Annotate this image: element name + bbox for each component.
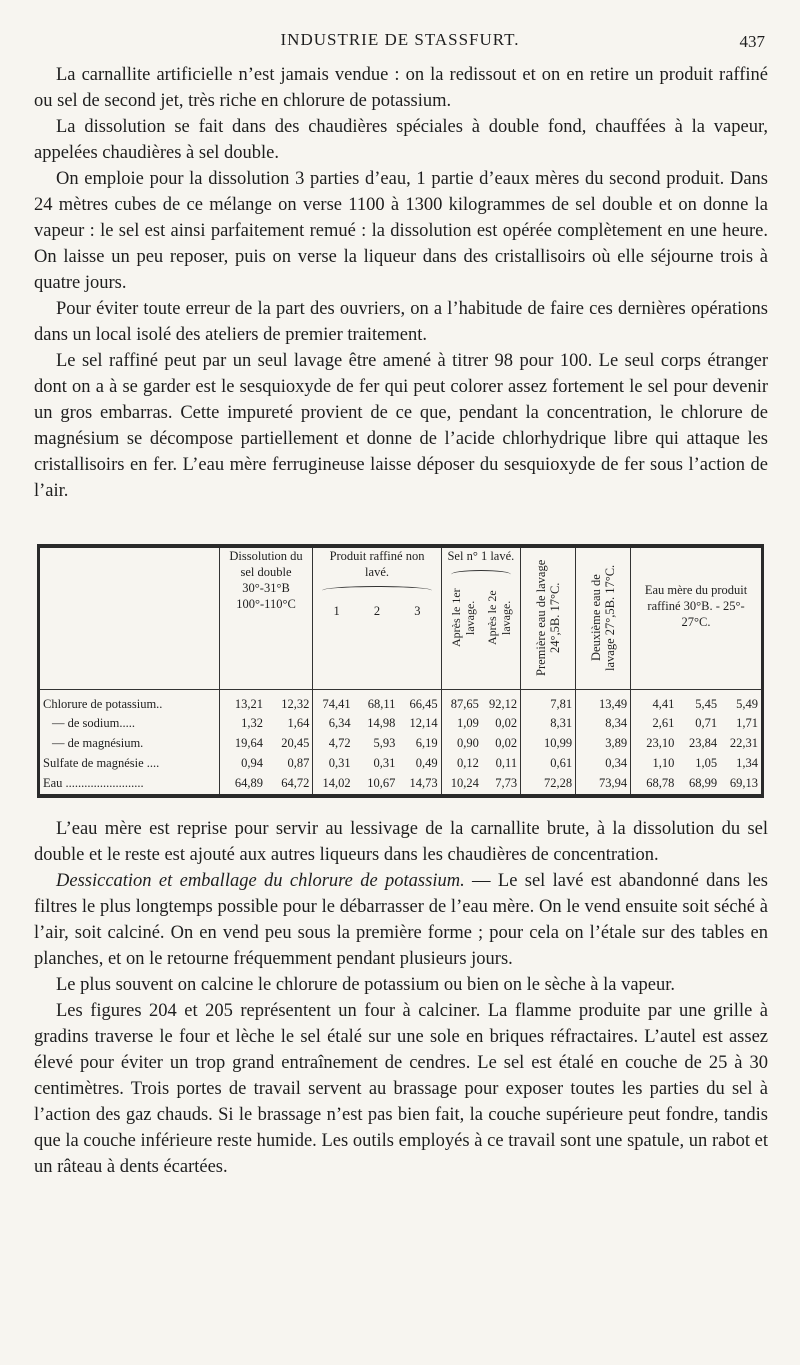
row-label: Chlorure de potassium.. bbox=[43, 696, 163, 711]
row-label: Eau ......................... bbox=[43, 776, 144, 791]
table-cell: 0,49 bbox=[415, 756, 438, 771]
table-cell: 68,78 bbox=[631, 774, 678, 794]
row-label: Sulfate de magnésie .... bbox=[43, 756, 160, 771]
table-cell: 4,72 bbox=[313, 733, 354, 753]
subheader-apres-1: Après le 1er lavage. bbox=[448, 588, 477, 648]
table-cell: 14,98 bbox=[367, 715, 396, 730]
section-heading: Dessiccation et emballage du chlorure de potassium. bbox=[56, 871, 465, 891]
subheader-apres-2: Après le 2e lavage. bbox=[484, 590, 513, 646]
table-cell: 3,89 bbox=[576, 733, 631, 753]
row-label-header bbox=[40, 548, 219, 688]
subheader-3: 3 bbox=[414, 604, 421, 618]
table-cell: 74,41 bbox=[313, 689, 354, 713]
table-cell: 0,31 bbox=[313, 754, 354, 774]
header-dissolution: Dissolution du sel double 30°-31°B 100°-110°C bbox=[219, 548, 313, 688]
table-body bbox=[40, 689, 761, 794]
table-cell: 23,84 bbox=[689, 735, 718, 750]
table-cell: 87,65 bbox=[441, 689, 482, 713]
header-produit-raffine bbox=[313, 548, 441, 688]
table-row bbox=[40, 689, 761, 713]
table-row bbox=[40, 733, 761, 753]
table-cell: 1,32 bbox=[219, 713, 266, 733]
table-cell: 68,11 bbox=[367, 696, 396, 711]
body-text-top bbox=[34, 62, 768, 504]
composition-table bbox=[37, 544, 764, 798]
header-premiere-eau bbox=[521, 548, 576, 688]
paragraph: On emploie pour la dissolution 3 parties d’eau, 1 partie d’eaux mères du second produit. Dans 24 mètres cubes de ce mélange on verse 1100 à 1300 kilogrammes de sel double et on donne la vapeur : le sel est ainsi parfaitement remué : la dissolution est opérée complètement en une heure. On laisse un peu reposer, puis on verse la liqueur dans des cristallisoirs où elle séjourne trois à quatre jours. bbox=[34, 169, 768, 293]
table-cell: 12,14 bbox=[409, 715, 438, 730]
header-premiere-eau-label: Première eau de lavage 24°,5B. 17°C. bbox=[534, 559, 563, 677]
running-title: INDUSTRIE DE STASSFURT. bbox=[280, 30, 520, 49]
table-cell: 8,34 bbox=[576, 713, 631, 733]
table-cell: 13,49 bbox=[576, 689, 631, 713]
running-head bbox=[35, 30, 765, 54]
page-number: 437 bbox=[739, 32, 765, 51]
table-cell: 19,64 bbox=[219, 733, 266, 753]
table-cell: 12,32 bbox=[281, 696, 310, 711]
table-cell: 5,93 bbox=[373, 735, 396, 750]
header-deuxieme-eau bbox=[576, 548, 631, 688]
table-cell: 1,05 bbox=[695, 756, 718, 771]
brace-divider bbox=[451, 570, 511, 579]
header-produit-label: Produit raffiné non lavé. bbox=[329, 549, 425, 579]
table-row bbox=[40, 774, 761, 794]
table-cell: 1,34 bbox=[736, 756, 758, 771]
table-cell: 0,02 bbox=[495, 715, 518, 730]
table-row bbox=[40, 713, 761, 733]
table-cell: 92,12 bbox=[488, 696, 518, 711]
table-cell: 0,90 bbox=[441, 733, 482, 753]
body-text-bottom bbox=[34, 816, 768, 1180]
table-cell: 14,73 bbox=[409, 776, 438, 791]
table-cell: 10,24 bbox=[441, 774, 482, 794]
brace-divider bbox=[322, 586, 431, 595]
paragraph-dessiccation: Dessiccation et emballage du chlorure de potassium. — Le sel lavé est abandonné dans les filtres le plus longtemps possible pour le débarrasser de l’eau mère. On le vend ensuite soit séché à l’air, soit calciné. On en vend peu sous la première forme ; pour cela on l’étale sur des tables en planches, et on le retourne fréquemment pendant plusieurs jours. bbox=[34, 871, 768, 969]
header-sel-label: Sel n° 1 lavé. bbox=[447, 549, 515, 563]
header-eau-mere: Eau mère du produit raffiné 30°B. - 25°- 27°C. bbox=[631, 548, 761, 688]
table-cell: 0,87 bbox=[287, 756, 310, 771]
table-cell: 6,19 bbox=[415, 735, 438, 750]
table-cell: 7,73 bbox=[495, 776, 518, 791]
table-cell: 64,89 bbox=[219, 774, 266, 794]
subheader-1: 1 bbox=[333, 604, 340, 618]
table-row bbox=[40, 754, 761, 774]
table-cell: 0,11 bbox=[495, 756, 518, 771]
table-cell: 0,34 bbox=[576, 754, 631, 774]
paragraph: La carnallite artificielle n’est jamais vendue : on la redissout et on en retire un produit raffiné ou sel de second jet, très riche en chlorure de potassium. bbox=[34, 65, 768, 111]
table-cell: 14,02 bbox=[313, 774, 354, 794]
table-cell: 1,09 bbox=[441, 713, 482, 733]
table-cell: 68,99 bbox=[689, 776, 718, 791]
table-cell: 5,49 bbox=[736, 696, 758, 711]
row-label: — de magnésium. bbox=[52, 735, 144, 750]
table-cell: 0,12 bbox=[441, 754, 482, 774]
table-cell: 0,02 bbox=[495, 735, 518, 750]
table-cell: 66,45 bbox=[409, 696, 438, 711]
paragraph: Le sel raffiné peut par un seul lavage être amené à titrer 98 pour 100. Le seul corps étranger dont on a à se garder est le sesquioxyde de fer qui peut colorer assez fortement le sel pour devenir un gros embarras. Cette impureté provient de ce que, pendant la concentration, le chlorure de magnésium se décompose partiellement et donne de l’acide chlorhydrique libre qui attaque les cristallisoirs en fer. L’eau mère ferrugineuse laisse déposer du sesquioxyde de fer sous l’action de l’air. bbox=[34, 351, 768, 501]
table-cell: 0,71 bbox=[695, 715, 718, 730]
paragraph: Le plus souvent on calcine le chlorure de potassium ou bien on le sèche à la vapeur. bbox=[56, 975, 676, 995]
table-cell: 0,31 bbox=[373, 756, 396, 771]
table-cell: 1,10 bbox=[631, 754, 678, 774]
table-cell: 5,45 bbox=[695, 696, 718, 711]
table-cell: 73,94 bbox=[576, 774, 631, 794]
paragraph: Les figures 204 et 205 représentent un four à calciner. La flamme produite par une grille à gradins traverse le four et lèche le sel étalé sur une sole en briques réfractaires. L’autel est assez élevé pour éviter un trop grand entraînement de cendres. Le sel est étalé en couche de 25 à 30 centimètres. Trois portes de travail servent au brassage pour exposer toutes les parties du sel à l’action des gaz chauds. Si le brassage n’est pas bien fait, la couche supérieure peut fondre, tandis que la couche inférieure reste humide. Les outils employés à ce travail sont une spatule, un rabot et un râteau à dents écartées. bbox=[34, 1001, 768, 1177]
table-cell: 2,61 bbox=[631, 713, 678, 733]
table-cell: 69,13 bbox=[729, 776, 758, 791]
table-cell: 10,67 bbox=[367, 776, 396, 791]
table-cell: 20,45 bbox=[281, 735, 310, 750]
header-sel-lave bbox=[441, 548, 520, 688]
table-cell: 8,31 bbox=[521, 713, 576, 733]
table-cell: 4,41 bbox=[631, 689, 678, 713]
table-cell: 10,99 bbox=[521, 733, 576, 753]
table-cell: 23,10 bbox=[631, 733, 678, 753]
header-deuxieme-eau-label: Deuxième eau de lavage 27°,5B. 17°C. bbox=[589, 564, 618, 672]
paragraph: L’eau mère est reprise pour servir au lessivage de la carnallite brute, à la dissolution du sel double et le reste est ajouté aux autres liqueurs dans les chaudières de concentration. bbox=[34, 819, 768, 865]
table-cell: 0,94 bbox=[219, 754, 266, 774]
table-cell: 0,61 bbox=[521, 754, 576, 774]
table-cell: 64,72 bbox=[281, 776, 310, 791]
table-cell: 1,64 bbox=[287, 715, 310, 730]
table-cell: 13,21 bbox=[219, 689, 266, 713]
subheader-2: 2 bbox=[373, 604, 381, 618]
paragraph: La dissolution se fait dans des chaudières spéciales à double fond, chauffées à la vapeur, appelées chaudières à sel double. bbox=[34, 117, 768, 163]
table-cell: 22,31 bbox=[729, 735, 758, 750]
table-cell: 6,34 bbox=[313, 713, 354, 733]
table-cell: 72,28 bbox=[521, 774, 576, 794]
row-label: — de sodium..... bbox=[52, 715, 135, 730]
paragraph: Pour éviter toute erreur de la part des ouvriers, on a l’habitude de faire ces dernières opérations dans un local isolé des ateliers de premier traitement. bbox=[34, 299, 768, 345]
table-cell: 1,71 bbox=[736, 715, 758, 730]
table-cell: 7,81 bbox=[521, 689, 576, 713]
